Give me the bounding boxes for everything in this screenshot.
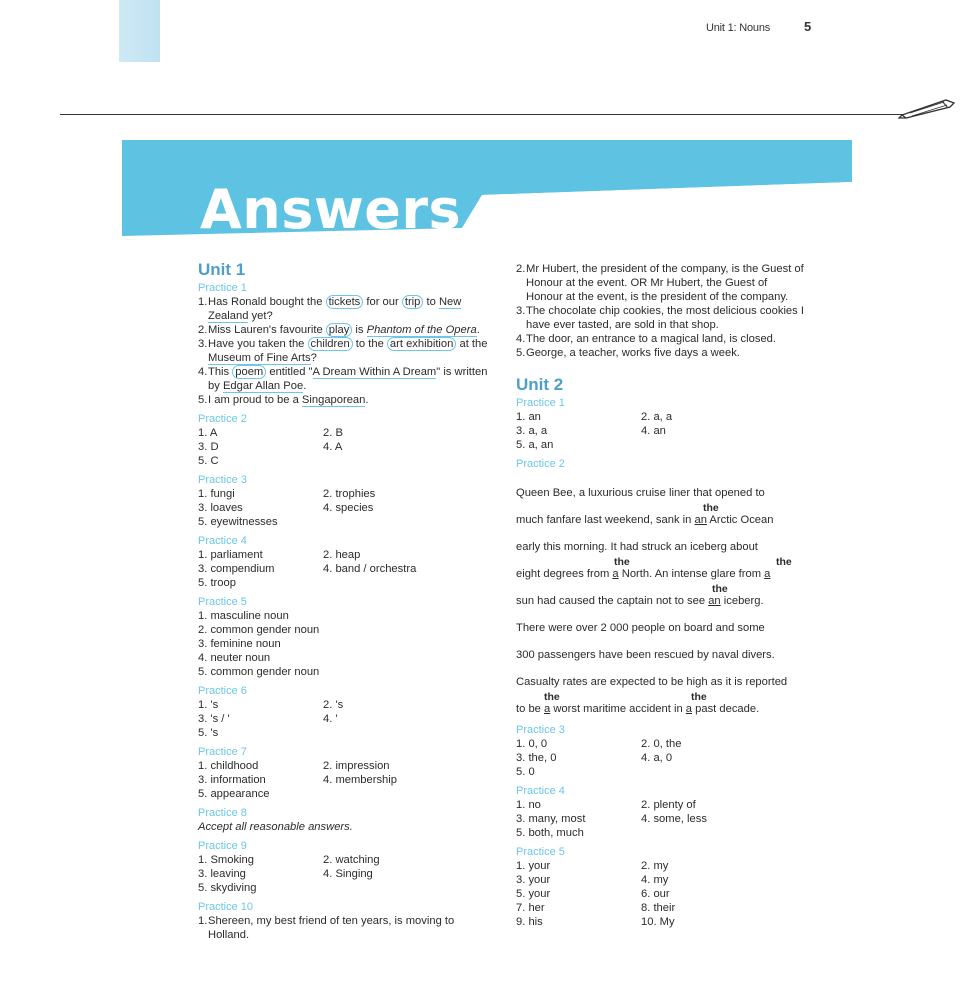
- list-item: 3. The chocolate chip cookies, the most delicious cookies I have ever tasted, are sold in that shop.: [516, 305, 804, 331]
- u1-practice1-list: [198, 295, 488, 407]
- u1-practice4-answers: 1. parliament 2. heap 3. compendium 4. band / orchestra 5. troop: [198, 549, 417, 589]
- correction-mark: the: [614, 556, 630, 568]
- passage-line: early this morning. It had struck an iceberg about: [516, 541, 758, 553]
- u1-practice10-label: Practice 10: [198, 901, 254, 913]
- u1-practice9-label: Practice 9: [198, 840, 247, 852]
- u1-practice4-label: Practice 4: [198, 535, 247, 547]
- u1-practice8-answer: Accept all reasonable answers.: [198, 821, 353, 833]
- u1-practice3-label: Practice 3: [198, 474, 247, 486]
- list-item: 5. I am proud to be a Singaporean.: [198, 394, 369, 406]
- u2-practice1-answers: 1. an 2. a, a 3. a, a 4. an 5. a, an: [516, 411, 673, 451]
- u1-practice9-answers: 1. Smoking 2. watching 3. leaving 4. Singing 5. skydiving: [198, 854, 380, 894]
- u2-practice5-label: Practice 5: [516, 846, 565, 858]
- answers-banner: [122, 140, 852, 240]
- u1-practice10-list: [198, 914, 488, 942]
- u1-practice6-label: Practice 6: [198, 685, 247, 697]
- u1-practice8-label: Practice 8: [198, 807, 247, 819]
- unit1-heading: Unit 1: [198, 260, 246, 279]
- list-item: 2. Miss Lauren's favourite play is Phantom of the Opera.: [198, 324, 480, 336]
- list-item: 1. Shereen, my best friend of ten years, is moving to Holland.: [198, 915, 455, 941]
- passage-line: the the to be a worst maritime accident in a past decade.: [516, 691, 760, 715]
- u1-practice5-label: Practice 5: [198, 596, 247, 608]
- u1-practice7-label: Practice 7: [198, 746, 247, 758]
- list-item: 1. Has Ronald bought the tickets for our trip to New Zealand yet?: [198, 296, 462, 322]
- u1-practice7-answers: 1. childhood 2. impression 3. information 4. membership 5. appearance: [198, 760, 397, 800]
- banner-title: Answers: [200, 178, 462, 240]
- u2-practice5-answers: 1. your 2. my 3. your 4. my 5. your 6. our 7. her 8. their 9. his 10. My: [516, 860, 676, 928]
- u2-practice1-label: Practice 1: [516, 397, 565, 409]
- list-item: 4. This poem entitled "A Dream Within A Dream" is written by Edgar Allan Poe.: [198, 366, 488, 392]
- u1-practice2-answers: 1. A 2. B 3. D 4. A 5. C: [198, 427, 343, 467]
- passage-line: 300 passengers have been rescued by naval divers.: [516, 649, 775, 661]
- u2-practice2-passage: [516, 475, 806, 718]
- list-item: 3. Have you taken the children to the art exhibition at the Museum of Fine Arts?: [198, 338, 488, 364]
- running-title: Unit 1: Nouns: [706, 22, 771, 34]
- u1-practice6-answers: 1. 's 2. 's 3. 's / ' 4. ' 5. 's: [198, 699, 344, 739]
- pencil-icon: [898, 97, 958, 119]
- passage-line: Casualty rates are expected to be high as it is reported: [516, 676, 788, 688]
- page-number: 5: [804, 19, 812, 34]
- list-item: 2. Mr Hubert, the president of the company, is the Guest of Honour at the event. OR Mr Hubert, the Guest of Honour at the event, is the president of the company.: [516, 263, 804, 303]
- right-column: [516, 262, 806, 929]
- passage-line: There were over 2 000 people on board and some: [516, 622, 765, 634]
- u2-practice4-answers: 1. no 2. plenty of 3. many, most 4. some, less 5. both, much: [516, 799, 707, 839]
- correction-mark: the: [691, 691, 707, 703]
- correction-mark: the: [703, 502, 719, 514]
- u1-practice5-answers: 1. masculine noun 2. common gender noun 3. feminine noun 4. neuter noun 5. common gender noun: [198, 610, 320, 678]
- corner-tab: [119, 0, 160, 62]
- u1-practice3-answers: 1. fungi 2. trophies 3. loaves 4. species 5. eyewitnesses: [198, 488, 376, 528]
- correction-mark: the: [712, 583, 728, 595]
- u1-practice10-list-cont: [516, 262, 806, 360]
- list-item: 4. The door, an entrance to a magical land, is closed.: [516, 333, 777, 345]
- u1-practice2-label: Practice 2: [198, 413, 247, 425]
- passage-line: the the eight degrees from a North. An intense glare from a: [516, 556, 792, 580]
- passage-line: Queen Bee, a luxurious cruise liner that opened to: [516, 487, 765, 499]
- passage-line: the sun had caused the captain not to see an iceberg.: [516, 583, 764, 607]
- correction-mark: the: [776, 556, 792, 568]
- horizontal-rule: [60, 114, 910, 115]
- u2-practice2-label: Practice 2: [516, 458, 565, 470]
- u2-practice3-label: Practice 3: [516, 724, 565, 736]
- u2-practice4-label: Practice 4: [516, 785, 565, 797]
- u1-practice1-label: Practice 1: [198, 282, 247, 294]
- unit2-heading: Unit 2: [516, 375, 564, 394]
- passage-line: the much fanfare last weekend, sank in an Arctic Ocean: [516, 502, 774, 526]
- correction-mark: the: [544, 691, 560, 703]
- u2-practice3-answers: 1. 0, 0 2. 0, the 3. the, 0 4. a, 0 5. 0: [516, 738, 682, 778]
- left-column: [198, 260, 488, 942]
- list-item: 5. George, a teacher, works five days a week.: [516, 347, 740, 359]
